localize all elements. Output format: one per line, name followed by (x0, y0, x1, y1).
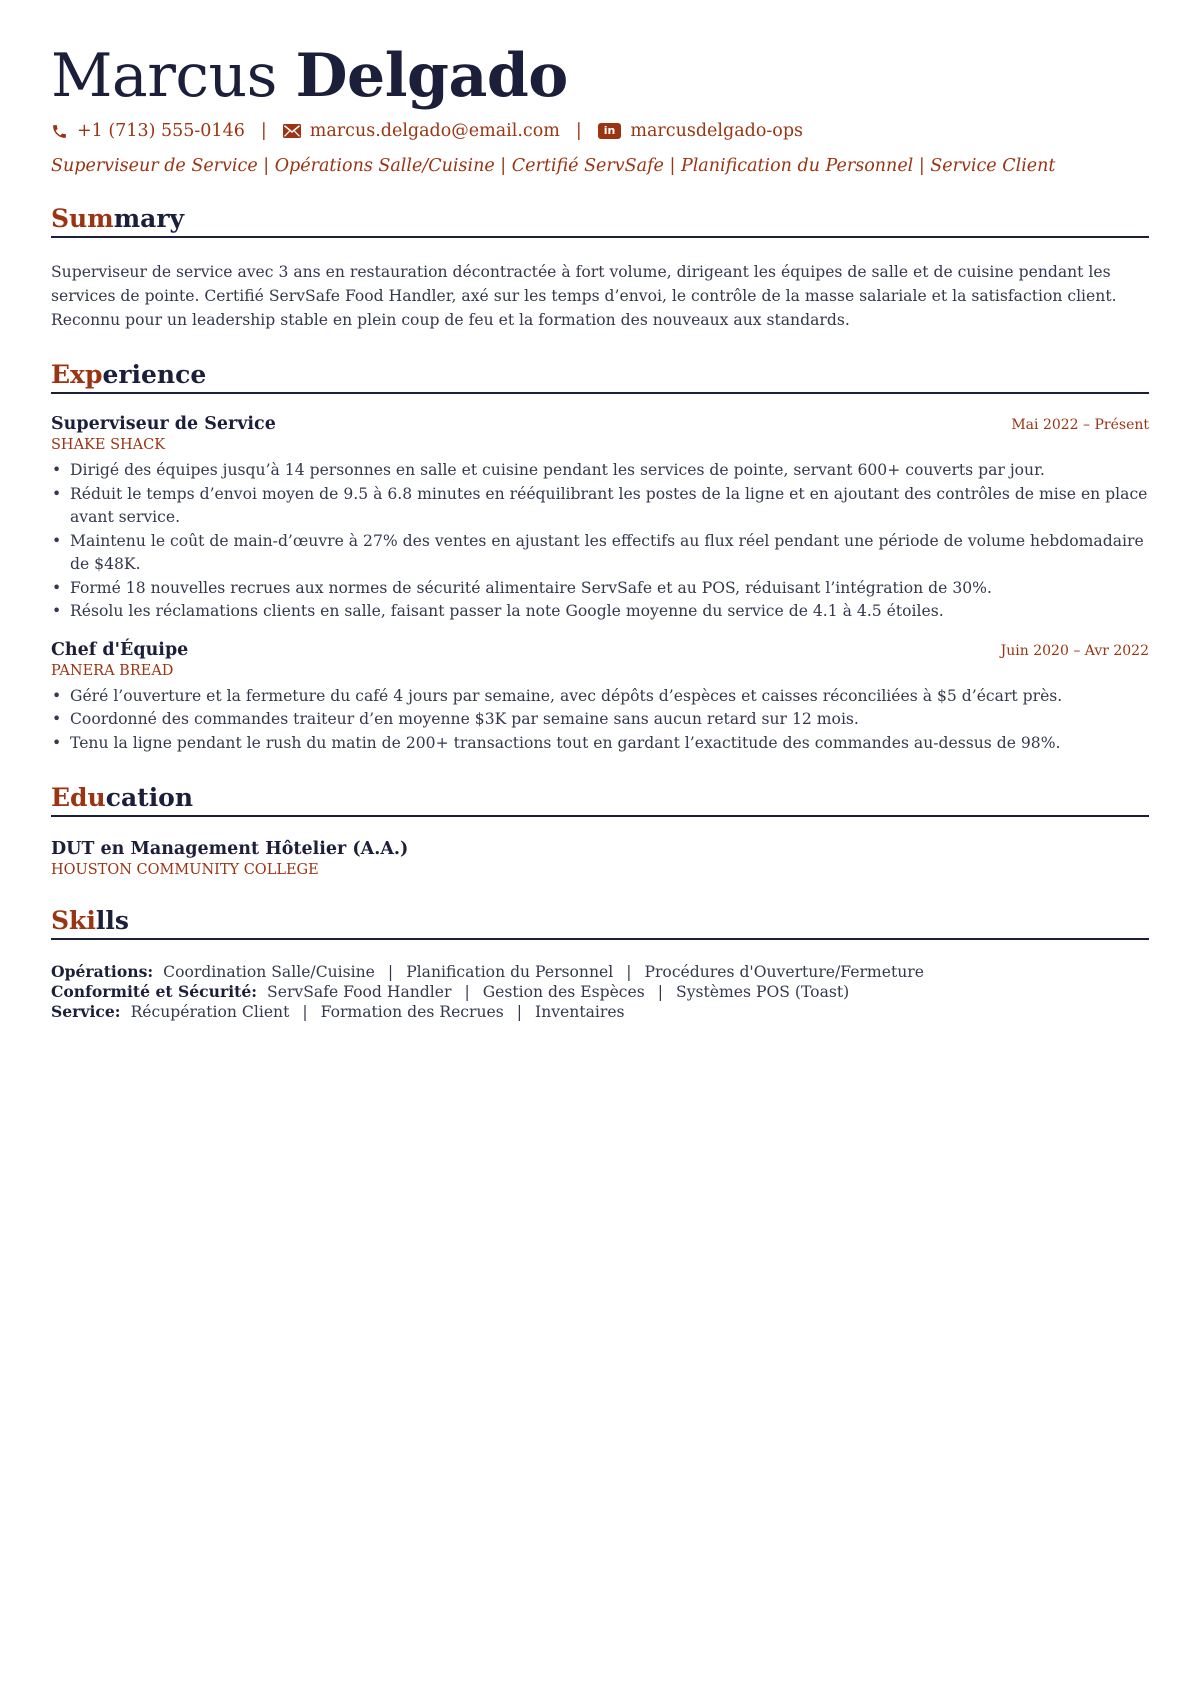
linkedin-handle: marcusdelgado-ops (630, 121, 803, 141)
job-bullets (51, 685, 1149, 756)
linkedin-icon (598, 123, 622, 139)
bullet-item: • Formé 18 nouvelles recrues aux normes de sécurité alimentaire ServSafe et au POS, réduisant l’intégration de 30%. (51, 577, 1149, 601)
skill-item: Récupération Client (130, 1003, 290, 1021)
section-title: Education (51, 783, 1149, 817)
bullet-item: • Dirigé des équipes jusqu’à 14 personnes en salle et cuisine pendant les services de pointe, servant 600+ couverts par jour. (51, 459, 1149, 483)
skills-list (51, 962, 1149, 1022)
skill-separator: | (516, 1003, 523, 1021)
school-name: HOUSTON COMMUNITY COLLEGE (51, 862, 319, 878)
tagline: Superviseur de Service | Opérations Salle/Cuisine | Certifié ServSafe | Planification du Personnel | Service Client (51, 156, 1056, 176)
skill-item: Planification du Personnel (406, 963, 614, 981)
candidate-name (51, 40, 1149, 112)
skill-row (51, 962, 1149, 982)
first-name: Marcus (51, 41, 277, 111)
skill-item: ServSafe Food Handler (267, 983, 452, 1001)
section-title: Skills (51, 906, 1149, 940)
skills-section (51, 906, 1149, 1022)
skill-category: Service: (51, 1002, 121, 1021)
bullet-item: • Résolu les réclamations clients en salle, faisant passer la note Google moyenne du service de 4.1 à 4.5 étoiles. (51, 600, 1149, 624)
job-bullets (51, 459, 1149, 624)
skill-separator: | (657, 983, 664, 1001)
skill-separator: | (464, 983, 470, 1001)
skill-category: Opérations: (51, 962, 154, 981)
summary-section (51, 204, 1149, 332)
bullet-item: • Tenu la ligne pendant le rush du matin de 200+ transactions tout en gardant l’exactitude des commandes au-dessus de 98%. (51, 732, 1149, 756)
company-name: SHAKE SHACK (51, 437, 166, 453)
job-dates: Juin 2020 – Avr 2022 (1000, 642, 1149, 659)
phone-number: +1 (713) 555-0146 (77, 121, 245, 141)
section-title: Summary (51, 204, 1149, 238)
skill-item: Inventaires (535, 1003, 625, 1021)
contact-linkedin[interactable] (598, 121, 803, 141)
job-title: Superviseur de Service (51, 414, 276, 434)
skill-item: Gestion des Espèces (482, 983, 645, 1001)
contact-email[interactable] (283, 121, 560, 141)
contact-phone[interactable] (51, 121, 245, 141)
skill-item: Formation des Recrues (320, 1003, 504, 1021)
job-dates: Mai 2022 – Présent (1011, 417, 1149, 433)
education-section (51, 783, 1149, 878)
experience-section (51, 360, 1149, 755)
company-name: PANERA BREAD (51, 662, 174, 679)
skill-separator: | (302, 1003, 308, 1021)
degree-title: DUT en Management Hôtelier (A.A.) (51, 839, 409, 859)
job-entry (51, 414, 1149, 624)
job-title: Chef d'Équipe (51, 639, 189, 660)
last-name: Delgado (295, 41, 568, 111)
bullet-item: • Maintenu le coût de main-d’œuvre à 27% des ventes en ajustant les effectifs au flux réel pendant une période de volume hebdomadaire de $48K. (51, 530, 1149, 577)
email-address: marcus.delgado@email.com (309, 121, 560, 141)
skill-item: Coordination Salle/Cuisine (163, 963, 375, 981)
section-title: Experience (51, 360, 1149, 394)
job-entry (51, 640, 1149, 756)
skill-separator: | (626, 963, 632, 981)
bullet-item: • Géré l’ouverture et la fermeture du café 4 jours par semaine, avec dépôts d’espèces et caisses réconciliées à $5 d’écart près. (51, 685, 1149, 709)
linkedin-badge: in (598, 123, 622, 139)
skill-item: Procédures d'Ouverture/Fermeture (644, 963, 924, 981)
skill-row (51, 982, 1149, 1002)
phone-icon (51, 123, 68, 140)
skill-row (51, 1002, 1149, 1022)
contact-line (51, 118, 1149, 144)
skill-item: Systèmes POS (Toast) (676, 983, 850, 1001)
contact-separator: | (575, 121, 582, 141)
skill-category: Conformité et Sécurité: (51, 982, 258, 1001)
education-entry (51, 839, 1149, 878)
envelope-icon (283, 124, 301, 138)
bullet-item: • Réduit le temps d’envoi moyen de 9.5 à 6.8 minutes en rééquilibrant les postes de la ligne et en ajoutant des contrôles de mise en place avant service. (51, 483, 1149, 530)
summary-text: Superviseur de service avec 3 ans en restauration décontractée à fort volume, dirigeant les équipes de salle et de cuisine pendant les services de pointe. Certifié ServSafe Food Handler, axé sur les temps d’envoi, le contrôle de la masse salariale et la satisfaction client. Reconnu pour un leadership stable en plein coup de feu et la formation des nouveaux aux standards. (51, 263, 1117, 329)
bullet-item: • Coordonné des commandes traiteur d’en moyenne $3K par semaine sans aucun retard sur 12 mois. (51, 708, 1149, 732)
contact-separator: | (260, 121, 267, 141)
skill-separator: | (387, 963, 394, 981)
